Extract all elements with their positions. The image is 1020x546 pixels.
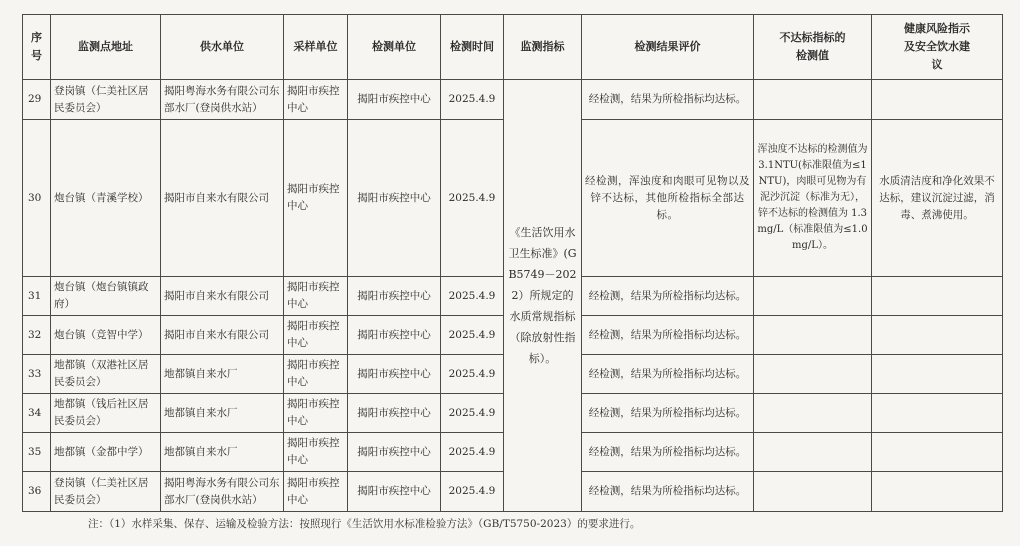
row-site: 地都镇（钱后社区居民委员会）: [51, 394, 161, 433]
row-site: 登岗镇（仁美社区居民委员会）: [51, 80, 161, 120]
row-advice: 水质清洁度和净化效果不达标，建议沉淀过滤，消毒、煮沸使用。: [872, 120, 1003, 277]
row-supplier: 地都镇自来水厂: [161, 433, 284, 472]
row-site: 地都镇（双港社区居民委员会）: [51, 355, 161, 394]
header-tester: 检测单位: [348, 15, 441, 80]
water-quality-table: [22, 14, 1003, 512]
row-tester: 揭阳市疾控中心: [348, 472, 441, 512]
row-substandard-value: [754, 433, 872, 472]
header-row: [23, 15, 1003, 80]
row-substandard-value: [754, 80, 872, 120]
row-index: 31: [23, 277, 51, 316]
row-site: 炮台镇（炮台镇镇政府）: [51, 277, 161, 316]
row-tester: 揭阳市疾控中心: [348, 316, 441, 355]
row-result: 经检测，结果为所检指标均达标。: [582, 472, 754, 512]
row-index: 36: [23, 472, 51, 512]
row-site: 登岗镇（仁美社区居民委员会）: [51, 472, 161, 512]
row-substandard-value: [754, 355, 872, 394]
row-supplier: 揭阳粤海水务有限公司东部水厂(登岗供水站）: [161, 80, 284, 120]
row-result: 经检测，结果为所检指标均达标。: [582, 394, 754, 433]
row-index: 33: [23, 355, 51, 394]
row-supplier: 地都镇自来水厂: [161, 394, 284, 433]
row-supplier: 揭阳粤海水务有限公司东部水厂(登岗供水站）: [161, 472, 284, 512]
row-index: 34: [23, 394, 51, 433]
header-sampler: 采样单位: [284, 15, 348, 80]
row-sampler: 揭阳市疾控中心: [284, 433, 348, 472]
row-index: 30: [23, 120, 51, 277]
row-sampler: 揭阳市疾控中心: [284, 120, 348, 277]
row-sampler: 揭阳市疾控中心: [284, 277, 348, 316]
row-advice: [872, 394, 1003, 433]
row-substandard-value: [754, 316, 872, 355]
row-date: 2025.4.9: [441, 394, 504, 433]
row-advice: [872, 316, 1003, 355]
row-result: 经检测，结果为所检指标均达标。: [582, 316, 754, 355]
row-substandard-value: 浑浊度不达标的检测值为 3.1NTU(标准限值为≤1NTU)，肉眼可见物为有泥沙沉淀（标准为无），锌不达标的检测值为 1.3mg/L（标准限值为≤1.0mg/L）。: [754, 120, 872, 277]
row-supplier: 地都镇自来水厂: [161, 355, 284, 394]
row-sampler: 揭阳市疾控中心: [284, 80, 348, 120]
row-date: 2025.4.9: [441, 433, 504, 472]
row-date: 2025.4.9: [441, 80, 504, 120]
row-result: 经检测，浑浊度和肉眼可见物以及锌不达标，其他所检指标全部达标。: [582, 120, 754, 277]
row-result: 经检测，结果为所检指标均达标。: [582, 433, 754, 472]
row-sampler: 揭阳市疾控中心: [284, 394, 348, 433]
row-tester: 揭阳市疾控中心: [348, 355, 441, 394]
row-site: 炮台镇（青溪学校）: [51, 120, 161, 277]
row-index: 32: [23, 316, 51, 355]
row-advice: [872, 80, 1003, 120]
row-advice: [872, 355, 1003, 394]
row-result: 经检测，结果为所检指标均达标。: [582, 277, 754, 316]
header-supplier: 供水单位: [161, 15, 284, 80]
footnote: 注：（1）水样采集、保存、运输及检验方法：按照现行《生活饮用水标准检验方法》（GB/T5750-2023）的要求进行。: [88, 518, 641, 530]
row-supplier: 揭阳市自来水有限公司: [161, 277, 284, 316]
row-index: 35: [23, 433, 51, 472]
header-indicator: 监测指标: [504, 15, 582, 80]
row-date: 2025.4.9: [441, 277, 504, 316]
row-substandard-value: [754, 394, 872, 433]
row-result: 经检测，结果为所检指标均达标。: [582, 355, 754, 394]
row-supplier: 揭阳市自来水有限公司: [161, 316, 284, 355]
row-substandard-value: [754, 277, 872, 316]
header-substandard-value: 不达标指标的检测值: [754, 15, 872, 80]
row-tester: 揭阳市疾控中心: [348, 277, 441, 316]
row-advice: [872, 472, 1003, 512]
header-result: 检测结果评价: [582, 15, 754, 80]
row-advice: [872, 433, 1003, 472]
row-sampler: 揭阳市疾控中心: [284, 316, 348, 355]
row-substandard-value: [754, 472, 872, 512]
row-tester: 揭阳市疾控中心: [348, 433, 441, 472]
row-date: 2025.4.9: [441, 316, 504, 355]
row-advice: [872, 277, 1003, 316]
row-date: 2025.4.9: [441, 120, 504, 277]
row-sampler: 揭阳市疾控中心: [284, 355, 348, 394]
row-tester: 揭阳市疾控中心: [348, 120, 441, 277]
header-date: 检测时间: [441, 15, 504, 80]
row-site: 地都镇（金都中学）: [51, 433, 161, 472]
header-advice: 健康风险指示及安全饮水建议: [872, 15, 1003, 80]
header-index: 序号: [23, 15, 51, 80]
table-row: [23, 80, 1003, 120]
row-date: 2025.4.9: [441, 355, 504, 394]
row-site: 炮台镇（竞智中学）: [51, 316, 161, 355]
header-site: 监测点地址: [51, 15, 161, 80]
row-date: 2025.4.9: [441, 472, 504, 512]
row-result: 经检测，结果为所检指标均达标。: [582, 80, 754, 120]
row-sampler: 揭阳市疾控中心: [284, 472, 348, 512]
row-index: 29: [23, 80, 51, 120]
monitoring-standard: 《生活饮用水卫生标准》(GB5749－2022）所规定的水质常规指标（除放射性指标）。: [504, 80, 582, 512]
row-supplier: 揭阳市自来水有限公司: [161, 120, 284, 277]
row-tester: 揭阳市疾控中心: [348, 80, 441, 120]
row-tester: 揭阳市疾控中心: [348, 394, 441, 433]
